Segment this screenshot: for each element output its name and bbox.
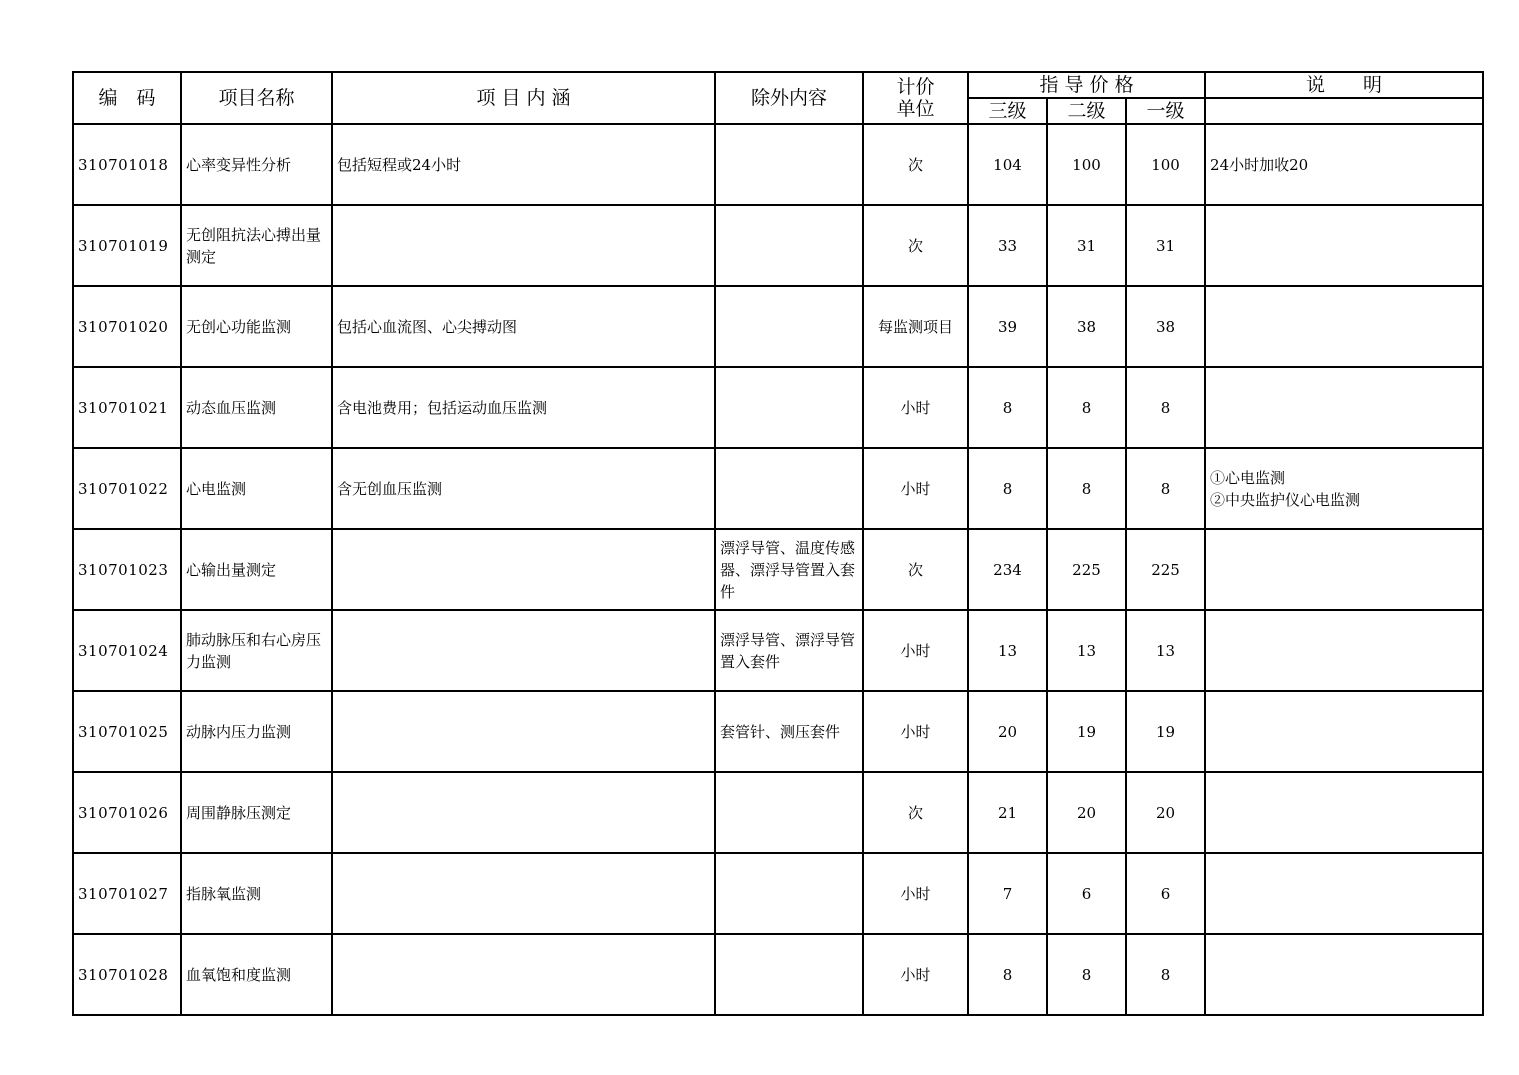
cell-name: 心输出量测定	[181, 529, 332, 610]
header-note-blank	[1205, 98, 1483, 124]
cell-content	[332, 205, 715, 286]
cell-content: 含电池费用；包括运动血压监测	[332, 367, 715, 448]
price-table	[72, 71, 1484, 1016]
cell-code: 310701020	[73, 286, 181, 367]
cell-excluded	[715, 853, 863, 934]
table-row	[73, 529, 1483, 610]
table-row	[73, 205, 1483, 286]
cell-price-level3: 13	[968, 610, 1047, 691]
cell-unit: 次	[863, 529, 968, 610]
cell-excluded	[715, 772, 863, 853]
cell-note: 24小时加收20	[1205, 124, 1483, 205]
header-level2: 二级	[1047, 98, 1126, 124]
table-row	[73, 934, 1483, 1015]
header-price-group: 指 导 价 格	[968, 72, 1205, 98]
cell-price-level2: 100	[1047, 124, 1126, 205]
cell-name: 动态血压监测	[181, 367, 332, 448]
header-level1: 一级	[1126, 98, 1205, 124]
table-row	[73, 448, 1483, 529]
cell-unit: 小时	[863, 610, 968, 691]
cell-content	[332, 529, 715, 610]
cell-content	[332, 853, 715, 934]
cell-note	[1205, 772, 1483, 853]
cell-unit: 次	[863, 205, 968, 286]
cell-price-level2: 19	[1047, 691, 1126, 772]
cell-price-level1: 8	[1126, 934, 1205, 1015]
cell-price-level1: 6	[1126, 853, 1205, 934]
cell-price-level2: 8	[1047, 448, 1126, 529]
header-excluded: 除外内容	[715, 72, 863, 124]
cell-price-level3: 234	[968, 529, 1047, 610]
cell-unit: 小时	[863, 448, 968, 529]
cell-code: 310701028	[73, 934, 181, 1015]
cell-name: 无创心功能监测	[181, 286, 332, 367]
cell-price-level2: 6	[1047, 853, 1126, 934]
cell-unit: 小时	[863, 691, 968, 772]
cell-name: 周围静脉压测定	[181, 772, 332, 853]
cell-code: 310701024	[73, 610, 181, 691]
cell-unit: 小时	[863, 934, 968, 1015]
header-note: 说 明	[1205, 72, 1483, 98]
header-name: 项目名称	[181, 72, 332, 124]
cell-code: 310701021	[73, 367, 181, 448]
table-row	[73, 367, 1483, 448]
cell-note	[1205, 934, 1483, 1015]
cell-excluded	[715, 448, 863, 529]
cell-price-level1: 38	[1126, 286, 1205, 367]
cell-name: 心电监测	[181, 448, 332, 529]
cell-note	[1205, 205, 1483, 286]
header-content: 项 目 内 涵	[332, 72, 715, 124]
cell-unit: 次	[863, 772, 968, 853]
cell-price-level2: 13	[1047, 610, 1126, 691]
table-body	[73, 124, 1483, 1015]
cell-price-level3: 104	[968, 124, 1047, 205]
cell-price-level1: 20	[1126, 772, 1205, 853]
header-level3: 三级	[968, 98, 1047, 124]
cell-unit: 每监测项目	[863, 286, 968, 367]
cell-note: ①心电监测 ②中央监护仪心电监测	[1205, 448, 1483, 529]
cell-note	[1205, 367, 1483, 448]
cell-excluded: 漂浮导管、温度传感器、漂浮导管置入套件	[715, 529, 863, 610]
cell-note	[1205, 853, 1483, 934]
cell-price-level1: 8	[1126, 448, 1205, 529]
cell-price-level2: 8	[1047, 367, 1126, 448]
cell-note	[1205, 610, 1483, 691]
cell-price-level3: 20	[968, 691, 1047, 772]
cell-name: 心率变异性分析	[181, 124, 332, 205]
table-row	[73, 610, 1483, 691]
cell-price-level1: 8	[1126, 367, 1205, 448]
header-code: 编 码	[73, 72, 181, 124]
table-row	[73, 286, 1483, 367]
cell-price-level3: 8	[968, 448, 1047, 529]
cell-name: 肺动脉压和右心房压力监测	[181, 610, 332, 691]
cell-code: 310701019	[73, 205, 181, 286]
cell-unit: 小时	[863, 367, 968, 448]
cell-name: 指脉氧监测	[181, 853, 332, 934]
cell-price-level1: 100	[1126, 124, 1205, 205]
cell-note	[1205, 691, 1483, 772]
cell-price-level3: 39	[968, 286, 1047, 367]
cell-content	[332, 610, 715, 691]
cell-name: 动脉内压力监测	[181, 691, 332, 772]
cell-excluded	[715, 286, 863, 367]
cell-code: 310701027	[73, 853, 181, 934]
cell-price-level3: 7	[968, 853, 1047, 934]
cell-price-level1: 13	[1126, 610, 1205, 691]
cell-code: 310701023	[73, 529, 181, 610]
cell-name: 血氧饱和度监测	[181, 934, 332, 1015]
cell-content: 包括心血流图、心尖搏动图	[332, 286, 715, 367]
cell-content	[332, 691, 715, 772]
cell-price-level1: 225	[1126, 529, 1205, 610]
cell-price-level2: 8	[1047, 934, 1126, 1015]
cell-name: 无创阻抗法心搏出量测定	[181, 205, 332, 286]
cell-code: 310701018	[73, 124, 181, 205]
header-unit: 计价 单位	[863, 72, 968, 124]
cell-content: 包括短程或24小时	[332, 124, 715, 205]
cell-price-level3: 33	[968, 205, 1047, 286]
cell-code: 310701025	[73, 691, 181, 772]
cell-code: 310701026	[73, 772, 181, 853]
cell-price-level1: 19	[1126, 691, 1205, 772]
cell-price-level1: 31	[1126, 205, 1205, 286]
cell-price-level2: 225	[1047, 529, 1126, 610]
cell-price-level2: 38	[1047, 286, 1126, 367]
cell-excluded	[715, 367, 863, 448]
cell-note	[1205, 286, 1483, 367]
cell-price-level2: 31	[1047, 205, 1126, 286]
cell-price-level2: 20	[1047, 772, 1126, 853]
cell-unit: 次	[863, 124, 968, 205]
table-row	[73, 124, 1483, 205]
cell-excluded: 套管针、测压套件	[715, 691, 863, 772]
cell-excluded	[715, 124, 863, 205]
cell-excluded	[715, 934, 863, 1015]
cell-code: 310701022	[73, 448, 181, 529]
cell-content: 含无创血压监测	[332, 448, 715, 529]
table-row	[73, 853, 1483, 934]
cell-excluded: 漂浮导管、漂浮导管置入套件	[715, 610, 863, 691]
cell-unit: 小时	[863, 853, 968, 934]
cell-content	[332, 934, 715, 1015]
cell-note	[1205, 529, 1483, 610]
cell-content	[332, 772, 715, 853]
cell-price-level3: 21	[968, 772, 1047, 853]
cell-price-level3: 8	[968, 934, 1047, 1015]
cell-excluded	[715, 205, 863, 286]
table-row	[73, 691, 1483, 772]
cell-price-level3: 8	[968, 367, 1047, 448]
table-row	[73, 772, 1483, 853]
